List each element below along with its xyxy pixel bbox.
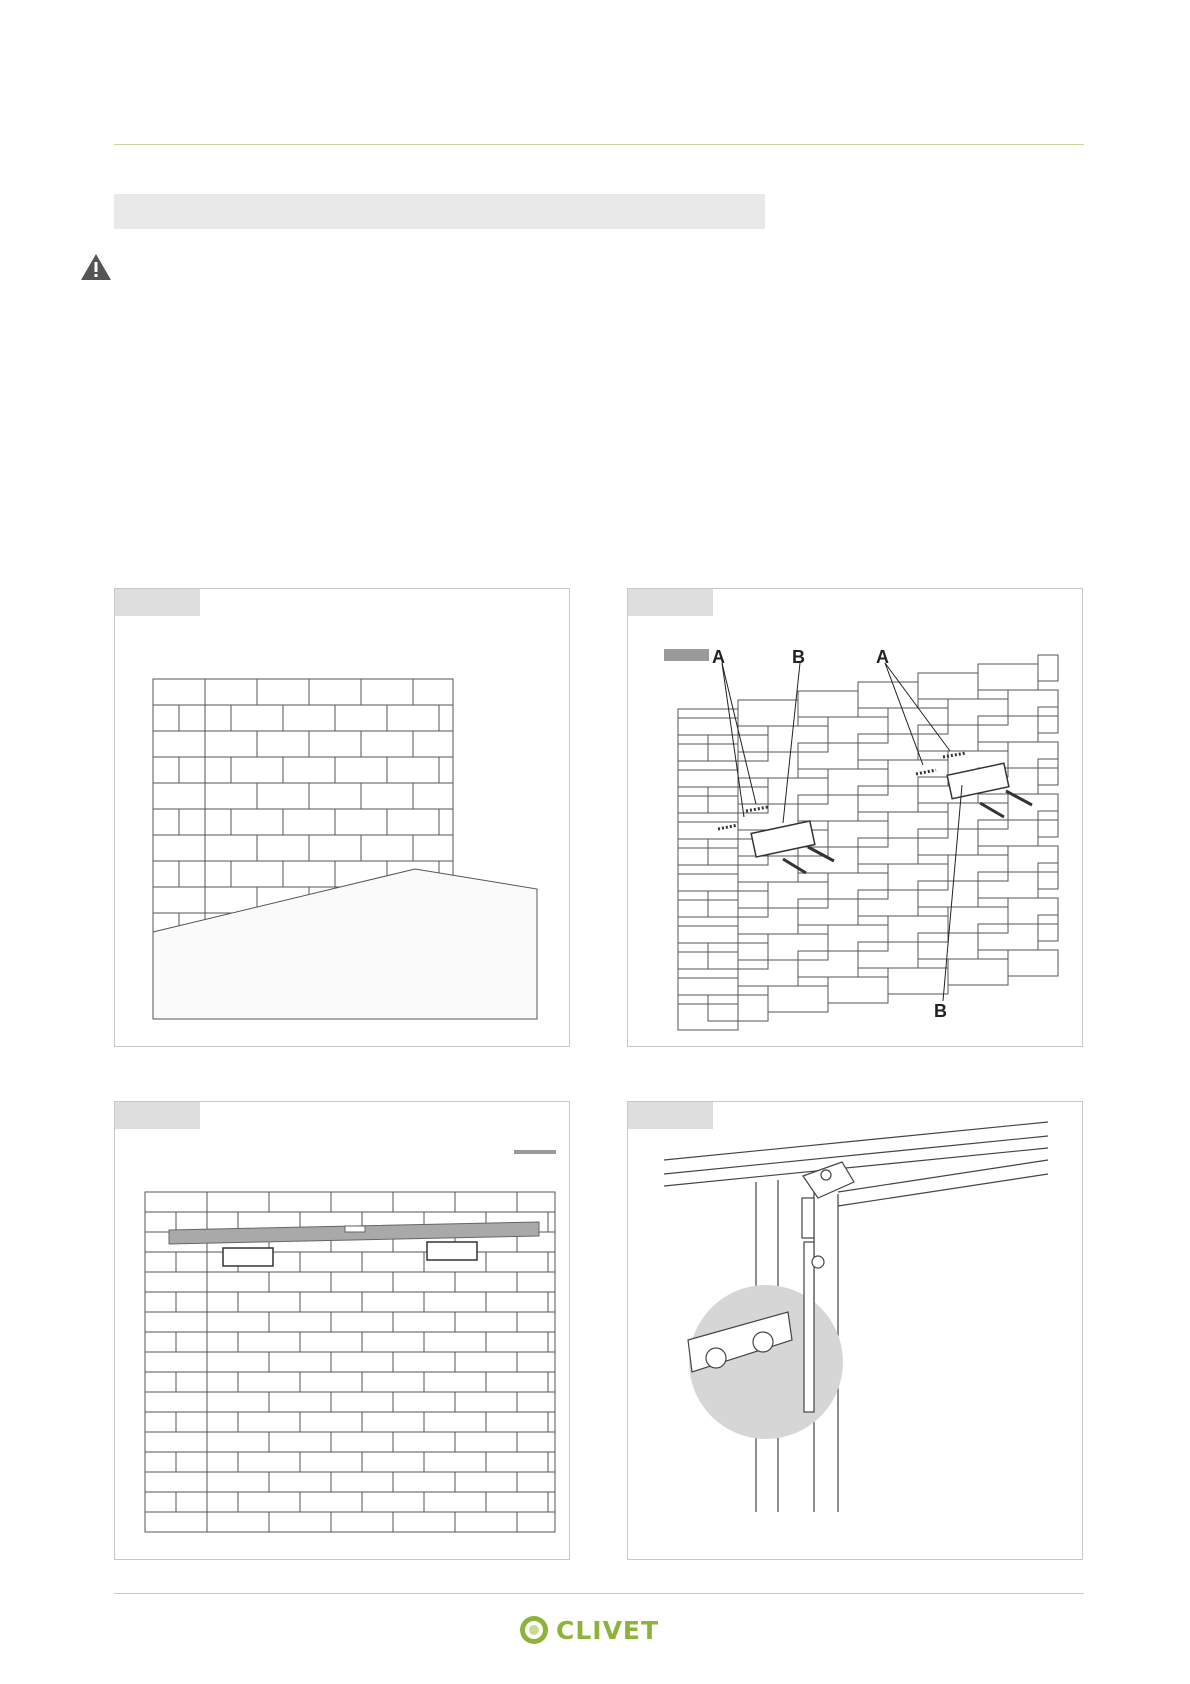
warning-icon	[80, 252, 112, 282]
figure-template-on-wall	[114, 588, 570, 1047]
unit-hook-detail-illustration	[628, 1102, 1083, 1560]
callout-b-top: B	[792, 647, 805, 667]
figure-bracket-fixing	[627, 588, 1083, 1047]
footer-rule	[114, 1593, 1084, 1594]
section-heading-bar	[114, 194, 765, 229]
callout-a-right: A	[876, 647, 889, 667]
callout-a-left: A	[712, 647, 725, 667]
level-brackets-illustration	[115, 1102, 570, 1560]
header-rule	[114, 144, 1084, 145]
clivet-logo-icon	[518, 1614, 550, 1646]
figure-level-brackets	[114, 1101, 570, 1560]
bracket-fixing-illustration	[628, 589, 1083, 1047]
brand-logo	[518, 1610, 668, 1650]
wall-template-illustration	[115, 589, 570, 1047]
brand-name: CLIVET	[556, 1616, 660, 1645]
figure-unit-hook-detail	[627, 1101, 1083, 1560]
callout-b-bottom: B	[934, 1001, 947, 1021]
